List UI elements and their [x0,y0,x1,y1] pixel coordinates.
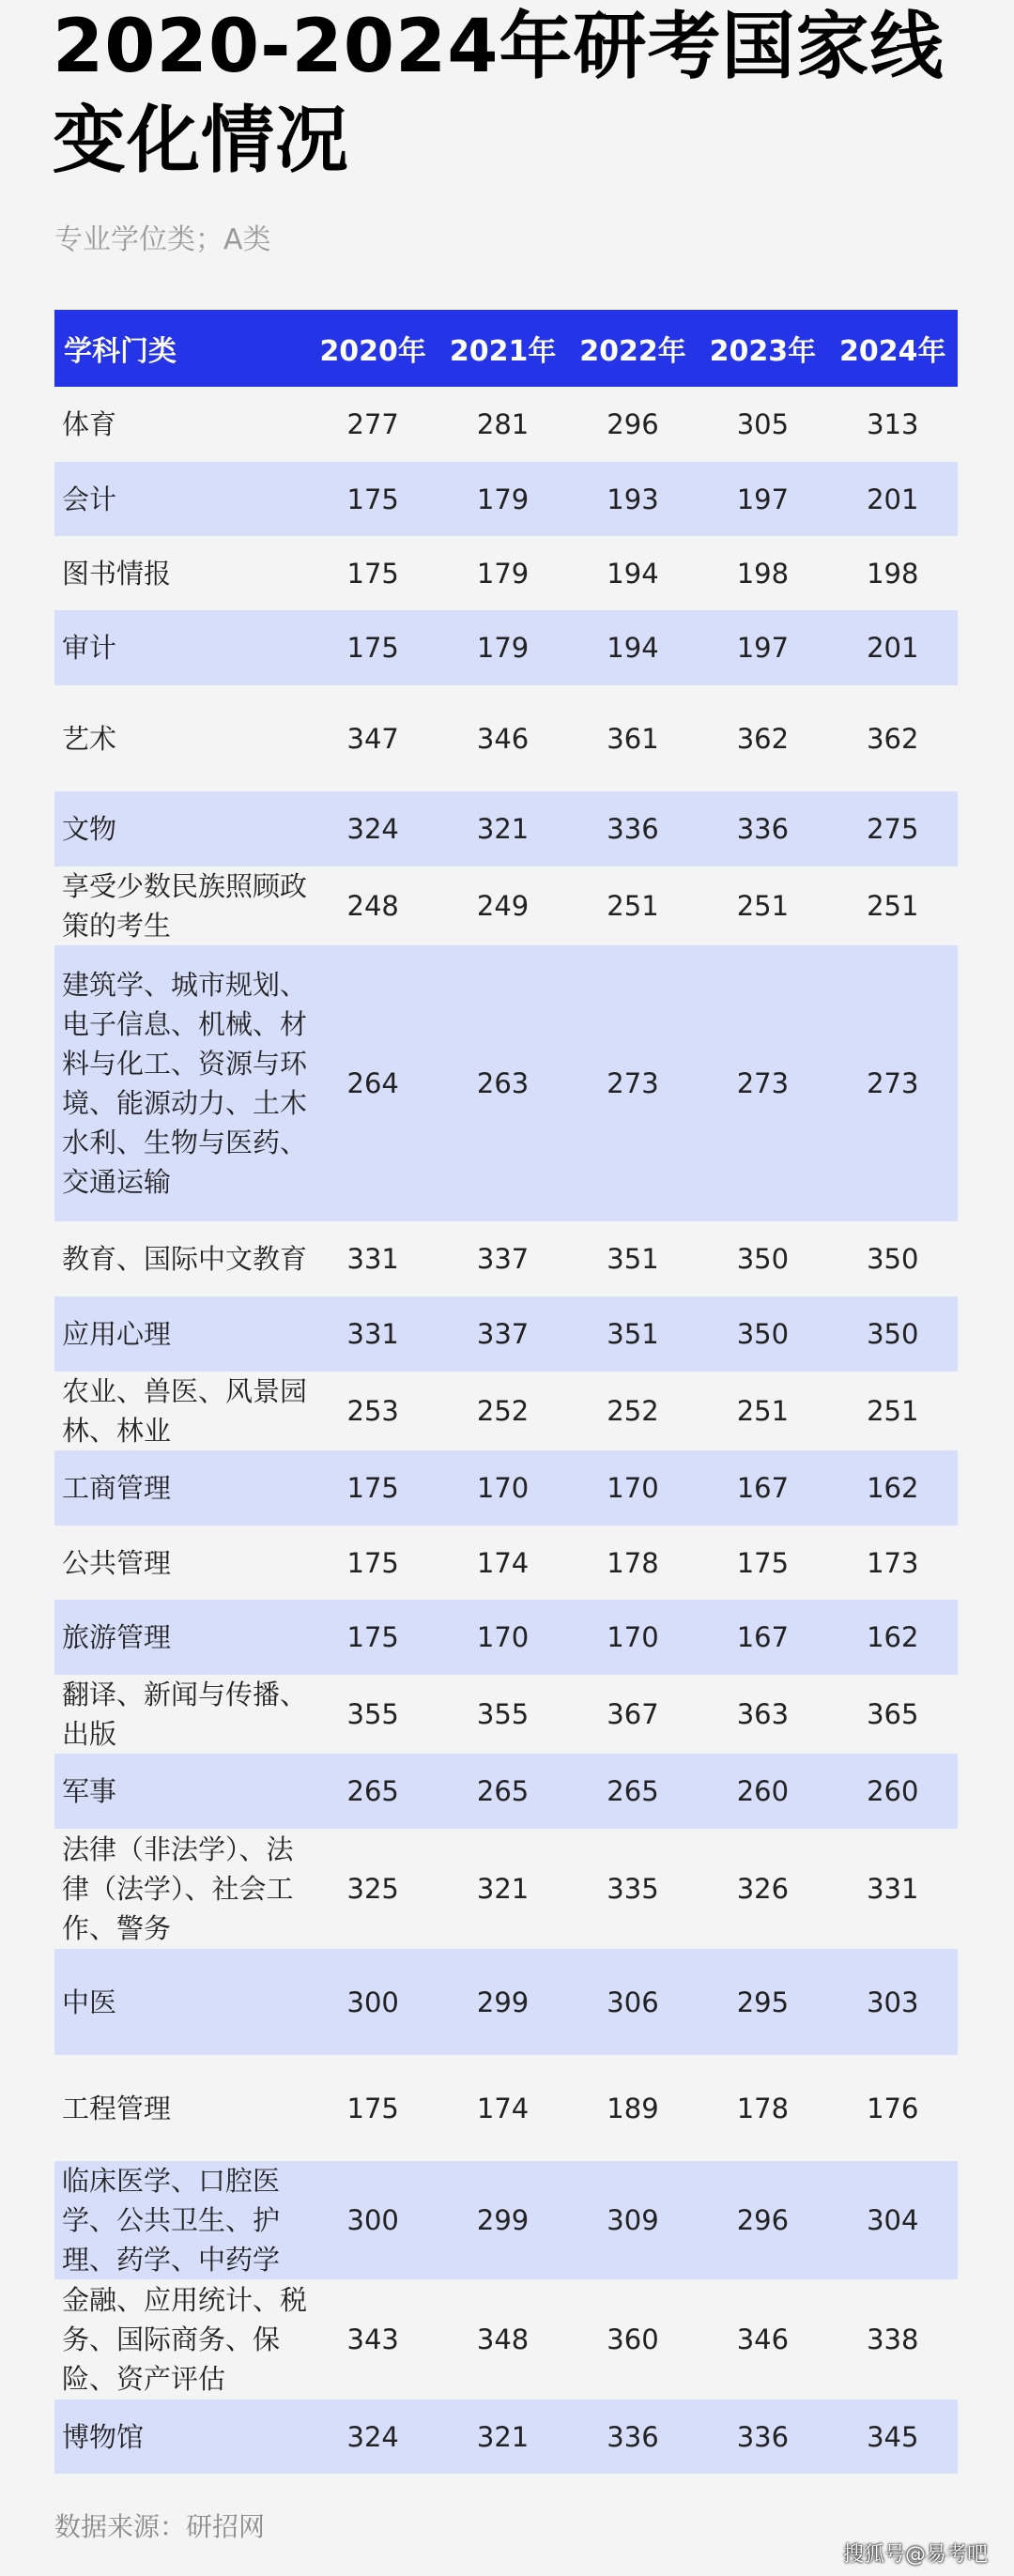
score-cell: 360 [568,2279,698,2400]
row-category-name: 中医 [54,1949,308,2055]
score-cell: 189 [568,2055,698,2161]
row-category-name: 图书情报 [54,536,308,610]
score-cell: 251 [828,1372,958,1450]
score-cell: 194 [568,536,698,610]
score-cell: 361 [568,685,698,791]
score-cell: 351 [568,1296,698,1372]
score-cell: 273 [568,945,698,1221]
row-category-name: 法律（非法学）、法律（法学）、社会工作、警务 [54,1829,308,1949]
table-row [54,1221,958,1296]
score-cell: 175 [308,1450,438,1526]
table-row [54,536,958,610]
score-cell: 325 [308,1829,438,1949]
column-header: 2021年 [438,310,567,387]
row-category-name: 军事 [54,1754,308,1829]
score-cell: 300 [308,1949,438,2055]
score-cell: 348 [438,2279,567,2400]
score-cell: 170 [568,1600,698,1675]
score-cell: 350 [698,1296,827,1372]
page-title [53,0,991,188]
score-cell: 170 [438,1600,567,1675]
row-category-name: 应用心理 [54,1296,308,1372]
score-cell: 346 [698,2279,827,2400]
table-row [54,387,958,462]
page-title-line1: 2020-2024年研考国家线 [53,5,945,89]
table-row [54,945,958,1221]
score-cell: 193 [568,462,698,536]
table-header-row [54,310,958,387]
table-row [54,791,958,866]
row-category-name: 工商管理 [54,1450,308,1526]
row-category-name: 享受少数民族照顾政策的考生 [54,866,308,945]
page-title-line2: 变化情况 [53,99,350,183]
score-cell: 321 [438,1829,567,1949]
score-cell: 263 [438,945,567,1221]
column-header: 学科门类 [54,310,308,387]
score-cell: 337 [438,1296,567,1372]
score-cell: 273 [698,945,827,1221]
table-row [54,1450,958,1526]
score-cell: 324 [308,791,438,866]
score-cell: 338 [828,2279,958,2400]
score-cell: 178 [568,1526,698,1600]
score-cell: 251 [698,866,827,945]
score-cell: 295 [698,1949,827,2055]
score-cell: 296 [698,2161,827,2279]
score-cell: 362 [698,685,827,791]
column-header: 2022年 [568,310,698,387]
table-row [54,1526,958,1600]
row-category-name: 临床医学、口腔医学、公共卫生、护理、药学、中药学 [54,2161,308,2279]
score-cell: 324 [308,2400,438,2474]
score-cell: 260 [698,1754,827,1829]
score-table-container [54,310,958,2474]
score-cell: 273 [828,945,958,1221]
score-cell: 281 [438,387,567,462]
score-cell: 179 [438,462,567,536]
row-category-name: 翻译、新闻与传播、出版 [54,1675,308,1754]
row-category-name: 审计 [54,610,308,685]
score-cell: 355 [438,1675,567,1754]
score-cell: 176 [828,2055,958,2161]
table-row [54,1829,958,1949]
score-cell: 367 [568,1675,698,1754]
score-cell: 299 [438,2161,567,2279]
score-cell: 362 [828,685,958,791]
score-cell: 249 [438,866,567,945]
table-row [54,1600,958,1675]
table-row [54,1675,958,1754]
score-cell: 162 [828,1600,958,1675]
score-cell: 265 [438,1754,567,1829]
score-cell: 363 [698,1675,827,1754]
score-cell: 335 [568,1829,698,1949]
score-cell: 336 [568,791,698,866]
score-cell: 174 [438,1526,567,1600]
score-cell: 194 [568,610,698,685]
score-cell: 201 [828,462,958,536]
table-row [54,685,958,791]
table-row [54,610,958,685]
score-cell: 305 [698,387,827,462]
score-cell: 251 [828,866,958,945]
score-cell: 275 [828,791,958,866]
score-cell: 309 [568,2161,698,2279]
score-cell: 175 [308,1600,438,1675]
score-cell: 365 [828,1675,958,1754]
score-cell: 265 [308,1754,438,1829]
table-row [54,2161,958,2279]
table-row [54,1296,958,1372]
row-category-name: 公共管理 [54,1526,308,1600]
score-table [54,310,958,2474]
row-category-name: 教育、国际中文教育 [54,1221,308,1296]
table-row [54,1949,958,2055]
data-source: 数据来源：研招网 [54,2511,266,2542]
score-cell: 331 [308,1296,438,1372]
score-cell: 167 [698,1450,827,1526]
score-cell: 331 [308,1221,438,1296]
row-category-name: 金融、应用统计、税务、国际商务、保险、资产评估 [54,2279,308,2400]
score-cell: 277 [308,387,438,462]
table-body [54,387,958,2474]
column-header: 2020年 [308,310,438,387]
score-cell: 162 [828,1450,958,1526]
score-cell: 260 [828,1754,958,1829]
score-cell: 303 [828,1949,958,2055]
score-cell: 296 [568,387,698,462]
score-cell: 265 [568,1754,698,1829]
row-category-name: 文物 [54,791,308,866]
score-cell: 170 [438,1450,567,1526]
row-category-name: 农业、兽医、风景园林、林业 [54,1372,308,1450]
score-cell: 175 [698,1526,827,1600]
score-cell: 321 [438,791,567,866]
score-cell: 173 [828,1526,958,1600]
score-cell: 248 [308,866,438,945]
score-cell: 175 [308,610,438,685]
table-row [54,2400,958,2474]
score-cell: 350 [828,1221,958,1296]
column-header: 2024年 [828,310,958,387]
table-row [54,866,958,945]
score-cell: 197 [698,462,827,536]
score-cell: 331 [828,1829,958,1949]
watermark: 搜狐号@易考吧 [842,2543,988,2567]
score-cell: 350 [698,1221,827,1296]
score-cell: 167 [698,1600,827,1675]
score-cell: 252 [438,1372,567,1450]
score-cell: 350 [828,1296,958,1372]
score-cell: 251 [698,1372,827,1450]
score-cell: 179 [438,536,567,610]
column-header: 2023年 [698,310,827,387]
score-cell: 175 [308,1526,438,1600]
row-category-name: 会计 [54,462,308,536]
score-cell: 197 [698,610,827,685]
score-cell: 253 [308,1372,438,1450]
row-category-name: 艺术 [54,685,308,791]
score-cell: 175 [308,462,438,536]
score-cell: 336 [568,2400,698,2474]
score-cell: 343 [308,2279,438,2400]
score-cell: 300 [308,2161,438,2279]
score-cell: 336 [698,791,827,866]
score-cell: 346 [438,685,567,791]
row-category-name: 旅游管理 [54,1600,308,1675]
row-category-name: 建筑学、城市规划、电子信息、机械、材料与化工、资源与环境、能源动力、土木水利、生物与医药、交通运输 [54,945,308,1221]
score-cell: 337 [438,1221,567,1296]
score-cell: 201 [828,610,958,685]
score-cell: 178 [698,2055,827,2161]
score-cell: 355 [308,1675,438,1754]
score-cell: 347 [308,685,438,791]
table-row [54,1754,958,1829]
table-row [54,2279,958,2400]
score-cell: 198 [828,536,958,610]
score-cell: 198 [698,536,827,610]
score-cell: 175 [308,536,438,610]
score-cell: 313 [828,387,958,462]
score-cell: 170 [568,1450,698,1526]
table-row [54,462,958,536]
score-cell: 345 [828,2400,958,2474]
score-cell: 252 [568,1372,698,1450]
subtitle: 专业学位类；A类 [54,223,271,256]
score-cell: 251 [568,866,698,945]
score-cell: 306 [568,1949,698,2055]
row-category-name: 体育 [54,387,308,462]
row-category-name: 工程管理 [54,2055,308,2161]
score-cell: 304 [828,2161,958,2279]
score-cell: 174 [438,2055,567,2161]
score-cell: 351 [568,1221,698,1296]
score-cell: 336 [698,2400,827,2474]
table-row [54,1372,958,1450]
score-cell: 175 [308,2055,438,2161]
score-cell: 326 [698,1829,827,1949]
score-cell: 179 [438,610,567,685]
row-category-name: 博物馆 [54,2400,308,2474]
score-cell: 299 [438,1949,567,2055]
table-row [54,2055,958,2161]
score-cell: 264 [308,945,438,1221]
score-cell: 321 [438,2400,567,2474]
